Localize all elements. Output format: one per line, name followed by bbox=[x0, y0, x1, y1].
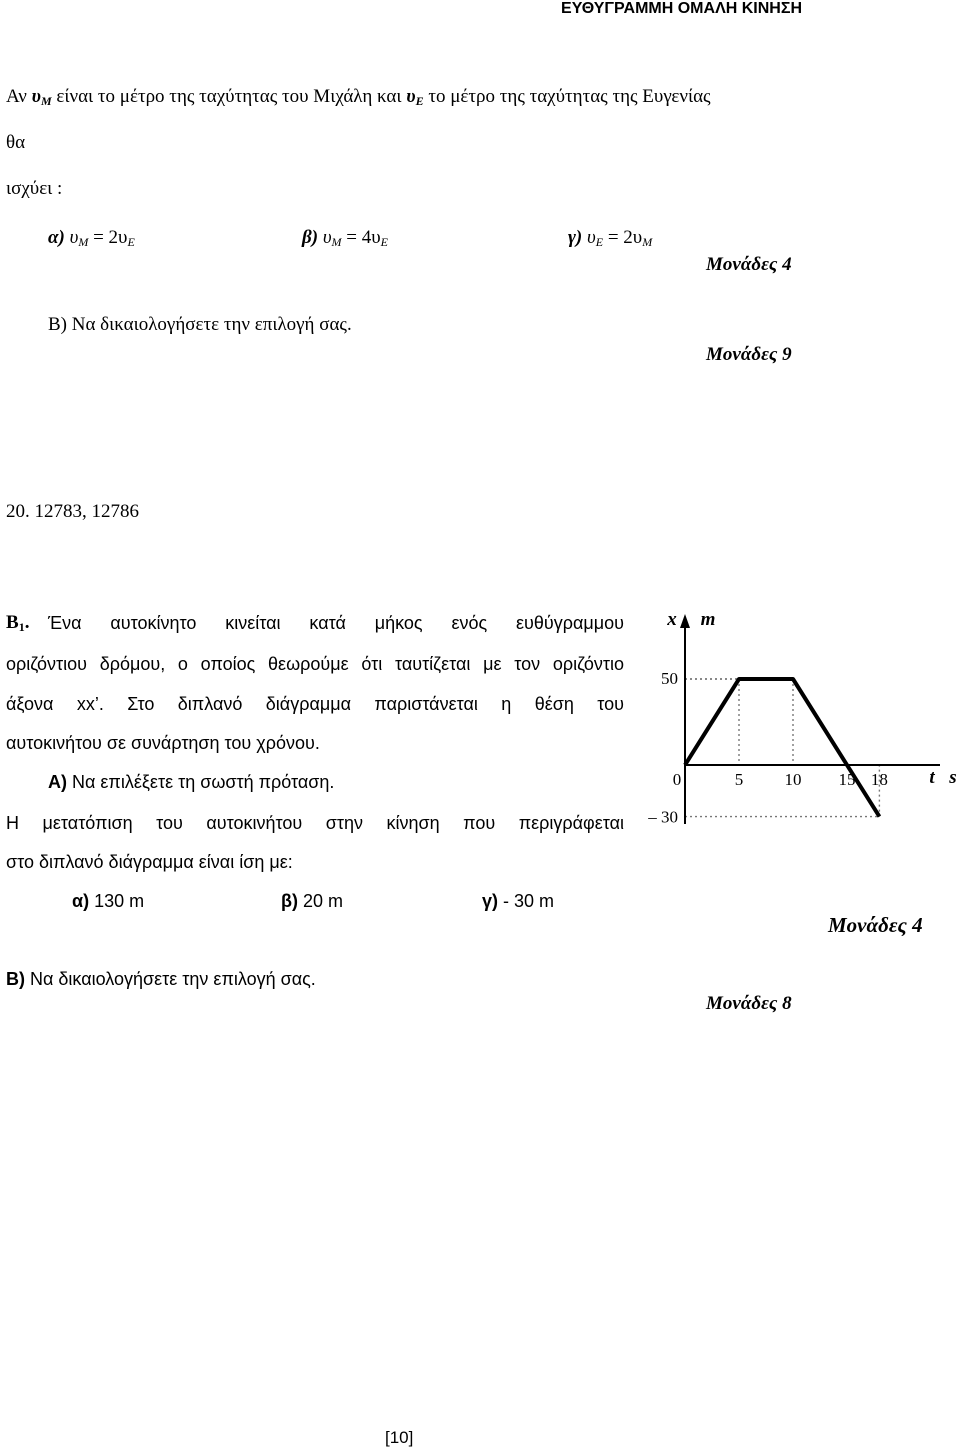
page-header: ΕΥΘΥΓΡΑΜΜΗ ΟΜΑΛΗ ΚΙΝΗΣΗ bbox=[561, 0, 802, 17]
points-b-q20: Μονάδες 8 bbox=[706, 993, 792, 1014]
x-tick-label-0: 0 bbox=[672, 770, 682, 789]
option-a: α) $\upsilon_M = 2\upsilon_E$ bbox=[48, 227, 135, 249]
part-b-prompt-q20: Β) Να δικαιολογήσετε την επιλογή σας. bbox=[6, 969, 316, 989]
option-b: β) $\upsilon_M = 4\upsilon_E$ bbox=[302, 227, 389, 249]
chart-series bbox=[685, 679, 879, 817]
question-line-3: ισχύει : bbox=[6, 178, 63, 199]
points-a-q20: Μονάδες 4 bbox=[828, 913, 923, 937]
text-line-1: Ένα αυτοκίνητο κινείται κατά μήκος ενός ευθύγραμμου bbox=[48, 613, 624, 633]
answer-option-a: α) 130 m bbox=[72, 891, 145, 911]
answer-option-b: β) 20 m bbox=[281, 891, 344, 911]
answer-option-c: γ) - 30 m bbox=[482, 891, 555, 911]
question-line-1: Αν $\upsilon_M$ είναι το μέτρο της ταχύτητας του Μιχάλη και $\upsilon_E$ το μέτρο της ταχύτητας της Ευγενίας bbox=[6, 86, 711, 108]
text-line-2: οριζόντιου δρόμου, ο οποίος θεωρούμε ότι ταυτίζεται με τον οριζόντιο bbox=[6, 654, 624, 674]
y-axis-label: x bbox=[667, 609, 677, 630]
displacement-line-2: στο διπλανό διάγραμμα είναι ίση με: bbox=[6, 852, 293, 872]
y-tick-label-0: 50 bbox=[661, 669, 678, 688]
x-tick-label-15: 15 bbox=[838, 770, 856, 789]
chart-labels bbox=[647, 609, 956, 827]
x-axis-unit: s bbox=[949, 767, 957, 788]
y-axis-arrow bbox=[680, 614, 690, 628]
y-tick-label-1: – 30 bbox=[648, 807, 678, 827]
question-line-2: θα bbox=[6, 132, 26, 153]
part-a-prompt: Α) Να επιλέξετε τη σωστή πρόταση. bbox=[48, 772, 335, 792]
points-a: Μονάδες 4 bbox=[706, 254, 792, 275]
x-tick-label-5: 5 bbox=[734, 770, 744, 789]
chart-axes bbox=[680, 614, 940, 824]
page-number: [10] bbox=[385, 1428, 414, 1447]
y-axis-unit: m bbox=[700, 609, 716, 630]
text-line-4: αυτοκινήτου σε συνάρτηση του χρόνου. bbox=[6, 733, 320, 753]
series-line bbox=[685, 679, 879, 817]
b1-label: $B_1$. bbox=[6, 612, 30, 634]
question-number: 20. 12783, 12786 bbox=[6, 501, 139, 522]
points-b: Μονάδες 9 bbox=[706, 344, 792, 365]
position-time-chart bbox=[640, 600, 960, 870]
x-tick-label-18: 18 bbox=[870, 770, 888, 789]
x-axis-label: t bbox=[929, 767, 935, 788]
x-tick-label-10: 10 bbox=[784, 770, 802, 789]
displacement-line-1: Η μετατόπιση του αυτοκινήτου στην κίνηση που περιγράφεται bbox=[6, 813, 624, 833]
text-line-3: άξονα xx’. Στο διπλανό διάγραμμα παριστάνεται η θέση του bbox=[6, 694, 624, 714]
part-b-prompt: Β) Να δικαιολογήσετε την επιλογή σας. bbox=[48, 314, 352, 335]
option-c: γ) $\upsilon_E = 2\upsilon_M$ bbox=[568, 227, 653, 249]
chart-guides bbox=[685, 679, 879, 817]
